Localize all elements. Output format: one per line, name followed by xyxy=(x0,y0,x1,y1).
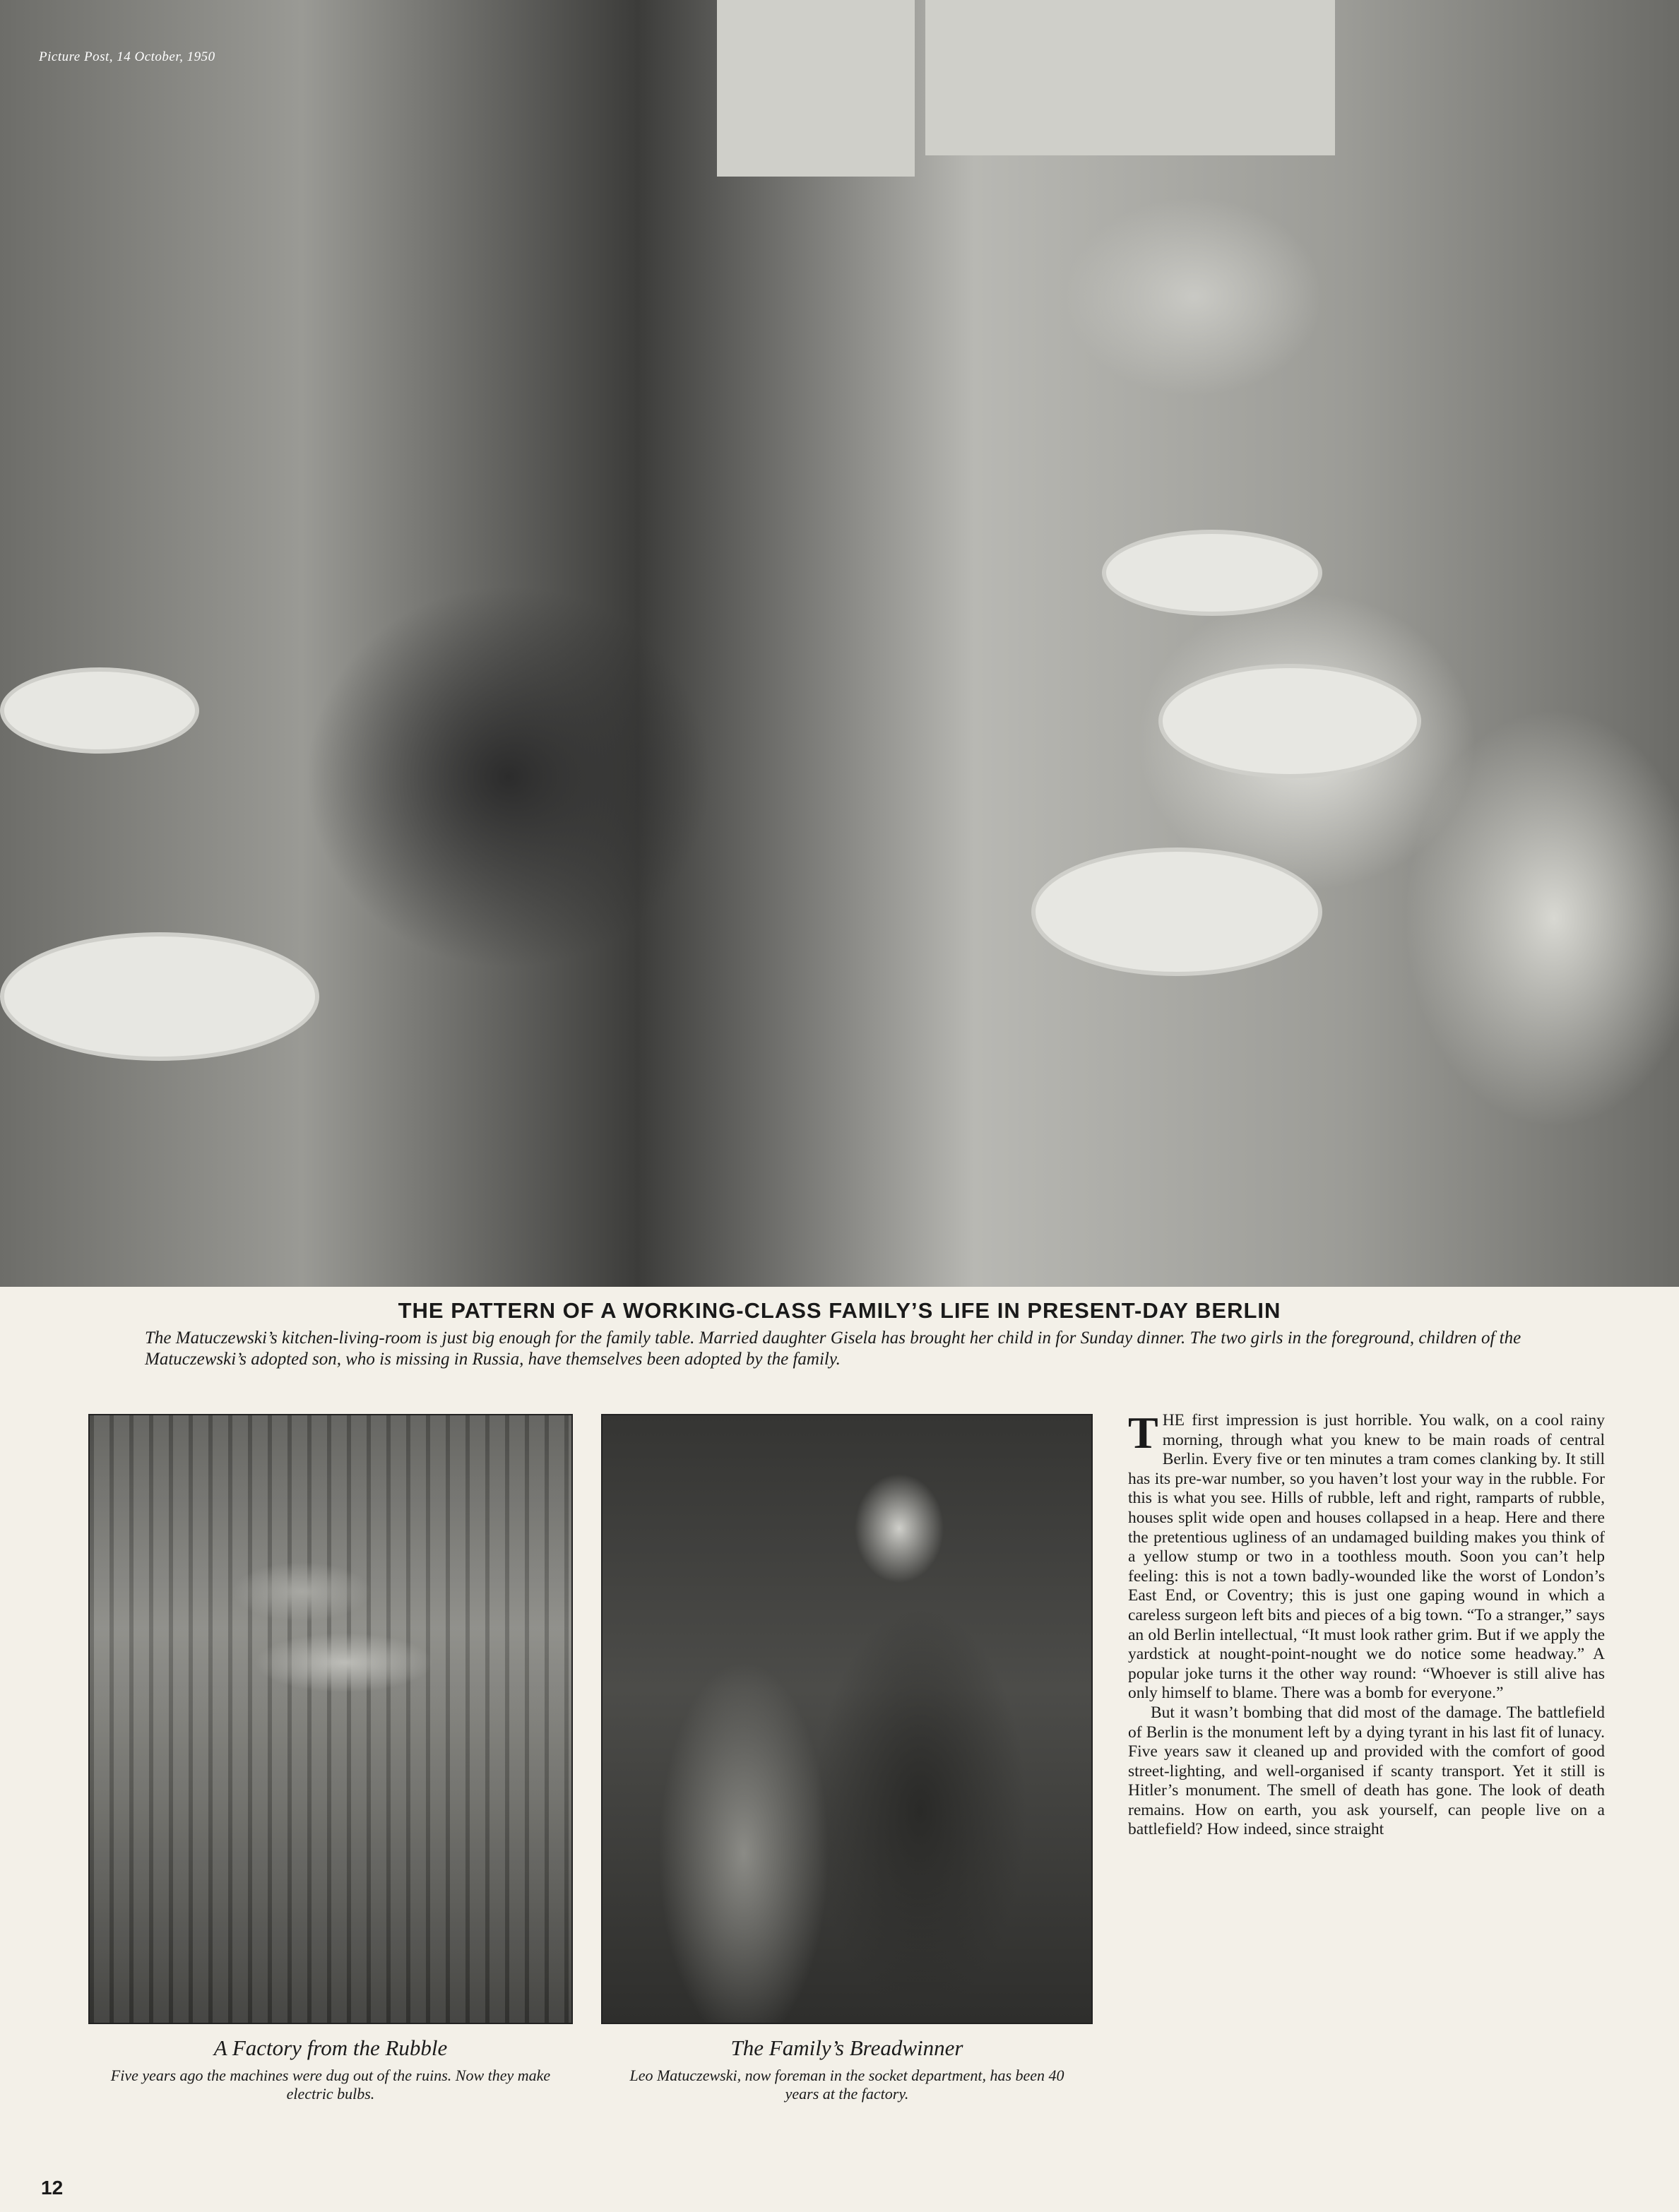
factory-photo-caption: Five years ago the machines were dug out of the ruins. Now they make electric bulbs. xyxy=(110,2067,551,2103)
breadwinner-photo xyxy=(601,1414,1093,2024)
hero-plate xyxy=(1158,664,1421,778)
factory-photo xyxy=(88,1414,573,2024)
breadwinner-photo-title: The Family’s Breadwinner xyxy=(730,2035,963,2060)
hero-plate xyxy=(1102,530,1322,616)
main-photo-caption: The Matuczewski’s kitchen-living-room is just big enough for the family table. Married daughter Gisela has brought her child in for Sunday dinner. The two girls in the foreground, children of the Matuczewski’s adopted son, who is missing in Russia, have themselves been adopted by the family. xyxy=(145,1328,1521,1369)
drop-cap: T xyxy=(1128,1408,1158,1458)
article-body xyxy=(1128,1408,1605,1840)
article-paragraph: But it wasn’t bombing that did most of the damage. The battlefield of Berlin is the monument left by a dying tyrant in his last fit of lunacy. Five years saw it cleaned up and provided with the comfort of good street-lighting, and well-organised if scanty transport. Yet it still is Hitler’s monument. The smell of death has gone. The look of death remains. How on earth, you ask yourself, can people live on a battlefield? How indeed, since straight xyxy=(1128,1703,1605,1839)
hero-plate xyxy=(1031,848,1322,976)
page-number: 12 xyxy=(41,2177,64,2199)
running-head: Picture Post, 14 October, 1950 xyxy=(39,49,215,64)
hero-plate xyxy=(0,932,319,1061)
factory-photo-title: A Factory from the Rubble xyxy=(213,2035,448,2060)
main-photo-title: THE PATTERN OF A WORKING-CLASS FAMILY’S LIFE IN PRESENT-DAY BERLIN xyxy=(398,1298,1281,1323)
breadwinner-photo-caption: Leo Matuczewski, now foreman in the socket department, has been 40 years at the factory. xyxy=(629,2067,1064,2103)
article-paragraph-text: HE first impression is just horrible. You walk, on a cool rainy morning, through what you knew to be main roads of central Berlin. Every five or ten minutes a tram comes clanking by. It still has its pre-war number, so you haven’t lost your way in the rubble. For this is what you see. Hills of rubble, left and right, ramparts of rubble, houses split wide open and houses collapsed in a heap. Here and there the pretentious ugliness of an undamaged building makes you think of a yellow stump or two in a toothless mouth. Soon you can’t help feeling: this is not a town badly-wounded like the worst of London’s East End, or Coventry; this is just one gaping wound in which a careless surgeon left bits and pieces of a big town. “To a stranger,” says an old Berlin intellectual, “It must look rather grim. But if we apply the yardstick at nought-point-nought we do notice some headway.” A popular joke turns it the other way round: “Whoever is still alive has only himself to blame. There was a bomb for everyone.” xyxy=(1128,1411,1605,1703)
hero-plate xyxy=(0,667,199,754)
article-paragraph xyxy=(1128,1408,1605,1703)
hero-door-window xyxy=(717,0,915,177)
hero-door-window xyxy=(925,0,1335,155)
